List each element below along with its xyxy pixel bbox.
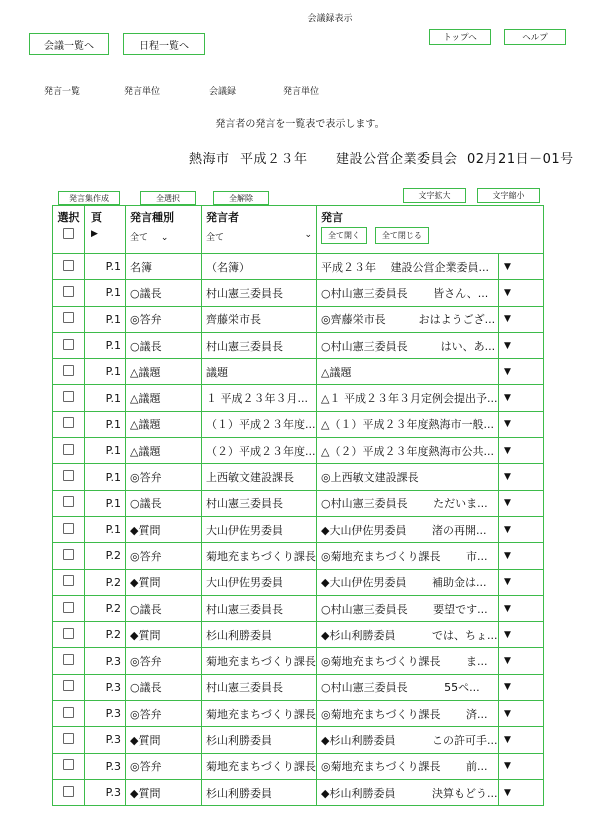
row-speech-kind: ◎答弁 bbox=[126, 464, 202, 490]
row-speech-excerpt[interactable]: △（２）平成２３年度熱海市公共... bbox=[317, 438, 499, 464]
row-select-cell bbox=[53, 359, 85, 385]
row-speaker: １ 平成２３年３月... bbox=[202, 385, 317, 411]
kind-filter-select[interactable] bbox=[130, 230, 201, 243]
row-select-cell bbox=[53, 727, 85, 753]
chevron-down-icon: ⌄ bbox=[160, 233, 169, 243]
row-checkbox[interactable] bbox=[63, 260, 74, 271]
row-select-cell bbox=[53, 569, 85, 595]
page-header-label: 頁 bbox=[91, 211, 102, 224]
table-row bbox=[53, 254, 544, 280]
row-page: P.3 bbox=[85, 648, 126, 674]
row-speaker: 杉山利勝委員 bbox=[202, 727, 317, 753]
row-speech-excerpt[interactable]: ○村山憲三委員長 はい、あ... bbox=[317, 332, 499, 358]
row-speaker: 菊地充まちづくり課長 bbox=[202, 701, 317, 727]
chevron-down-icon: ⌄ bbox=[304, 230, 312, 240]
row-page: P.2 bbox=[85, 569, 126, 595]
row-checkbox[interactable] bbox=[63, 759, 74, 770]
row-speech-excerpt[interactable]: △１ 平成２３年３月定例会提出予... bbox=[317, 385, 499, 411]
expand-icon[interactable]: ▼ bbox=[499, 727, 544, 753]
row-speaker: 菊地充まちづくり課長 bbox=[202, 753, 317, 779]
speech-header-label: 発言 bbox=[321, 211, 343, 224]
row-checkbox[interactable] bbox=[63, 523, 74, 534]
row-checkbox[interactable] bbox=[63, 549, 74, 560]
expand-icon[interactable]: ▼ bbox=[499, 622, 544, 648]
row-speech-kind: ◆質問 bbox=[126, 569, 202, 595]
row-speech-kind: ◎答弁 bbox=[126, 701, 202, 727]
expand-icon[interactable]: ▼ bbox=[499, 438, 544, 464]
table-row bbox=[53, 306, 544, 332]
speaker-filter-value: 全て bbox=[206, 233, 225, 243]
expand-icon[interactable]: ▼ bbox=[499, 516, 544, 542]
speech-table bbox=[52, 205, 544, 806]
row-checkbox[interactable] bbox=[63, 496, 74, 507]
expand-icon[interactable]: ▼ bbox=[499, 753, 544, 779]
font-shrink-button[interactable]: 文字縮小 bbox=[477, 188, 540, 203]
row-checkbox[interactable] bbox=[63, 786, 74, 797]
row-page: P.1 bbox=[85, 306, 126, 332]
row-page: P.1 bbox=[85, 490, 126, 516]
row-speech-excerpt[interactable]: 平成２３年 建設公営企業委員... bbox=[317, 254, 499, 280]
row-page: P.2 bbox=[85, 543, 126, 569]
row-page: P.1 bbox=[85, 359, 126, 385]
row-select-cell bbox=[53, 411, 85, 437]
row-speech-kind: ◆質問 bbox=[126, 516, 202, 542]
row-page: P.3 bbox=[85, 701, 126, 727]
expand-icon[interactable]: ▼ bbox=[499, 464, 544, 490]
open-all-button[interactable]: 全て開く bbox=[321, 227, 367, 244]
row-speech-kind: ◎答弁 bbox=[126, 648, 202, 674]
row-speech-excerpt[interactable]: ○村山憲三委員長 55ペ... bbox=[317, 674, 499, 700]
row-speech-excerpt[interactable]: ○村山憲三委員長 要望です... bbox=[317, 595, 499, 621]
speaker-header-label: 発言者 bbox=[206, 211, 239, 224]
row-checkbox[interactable] bbox=[63, 628, 74, 639]
table-row bbox=[53, 332, 544, 358]
meeting-year: 平成２３年 bbox=[240, 152, 308, 167]
row-select-cell bbox=[53, 385, 85, 411]
row-page: P.1 bbox=[85, 438, 126, 464]
row-speech-kind: ○議長 bbox=[126, 490, 202, 516]
row-speaker: 村山憲三委員長 bbox=[202, 490, 317, 516]
nav-speech-list[interactable]: 発言一覧 bbox=[44, 87, 81, 97]
row-select-cell bbox=[53, 701, 85, 727]
row-select-cell bbox=[53, 490, 85, 516]
row-speech-excerpt[interactable]: ◎菊地充まちづくり課長 済... bbox=[317, 701, 499, 727]
table-row bbox=[53, 674, 544, 700]
row-checkbox[interactable] bbox=[63, 444, 74, 455]
row-speech-excerpt[interactable]: △議題 bbox=[317, 359, 499, 385]
row-select-cell bbox=[53, 753, 85, 779]
meeting-list-button[interactable]: 会議一覧へ bbox=[29, 33, 109, 55]
row-checkbox[interactable] bbox=[63, 680, 74, 691]
row-checkbox[interactable] bbox=[63, 602, 74, 613]
row-speaker: （名簿） bbox=[202, 254, 317, 280]
expand-icon[interactable]: ▼ bbox=[499, 280, 544, 306]
row-select-cell bbox=[53, 622, 85, 648]
row-select-cell bbox=[53, 306, 85, 332]
row-page: P.2 bbox=[85, 622, 126, 648]
row-speech-excerpt[interactable]: ◆杉山利勝委員 決算もどう... bbox=[317, 779, 499, 805]
expand-icon[interactable]: ▼ bbox=[499, 359, 544, 385]
kind-column-header bbox=[126, 206, 202, 254]
row-checkbox[interactable] bbox=[63, 312, 74, 323]
table-row bbox=[53, 727, 544, 753]
row-speech-kind: 名簿 bbox=[126, 254, 202, 280]
table-row bbox=[53, 569, 544, 595]
meeting-committee: 建設公営企業委員会 bbox=[336, 152, 458, 167]
row-page: P.1 bbox=[85, 254, 126, 280]
create-speech-collection-button[interactable]: 発言集作成 bbox=[58, 191, 120, 205]
row-select-cell bbox=[53, 595, 85, 621]
select-all-checkbox[interactable] bbox=[63, 228, 74, 239]
row-select-cell bbox=[53, 674, 85, 700]
page-column-header bbox=[85, 206, 126, 254]
kind-filter-value: 全て bbox=[130, 233, 149, 243]
table-row bbox=[53, 648, 544, 674]
row-speaker: 村山憲三委員長 bbox=[202, 280, 317, 306]
row-page: P.3 bbox=[85, 779, 126, 805]
expand-icon[interactable]: ▼ bbox=[499, 569, 544, 595]
table-row bbox=[53, 385, 544, 411]
row-checkbox[interactable] bbox=[63, 733, 74, 744]
expand-icon[interactable]: ▼ bbox=[499, 411, 544, 437]
row-speaker: （２）平成２３年度... bbox=[202, 438, 317, 464]
row-speech-kind: ◎答弁 bbox=[126, 306, 202, 332]
deselect-all-button[interactable]: 全解除 bbox=[213, 191, 269, 205]
page-sort-icon[interactable]: ▶ bbox=[91, 229, 98, 239]
expand-icon[interactable]: ▼ bbox=[499, 595, 544, 621]
row-page: P.1 bbox=[85, 516, 126, 542]
row-speech-excerpt[interactable]: ◆杉山利勝委員 この許可手... bbox=[317, 727, 499, 753]
row-speech-kind: △議題 bbox=[126, 438, 202, 464]
expand-icon[interactable]: ▼ bbox=[499, 674, 544, 700]
row-checkbox[interactable] bbox=[63, 365, 74, 376]
row-speech-kind: ◎答弁 bbox=[126, 753, 202, 779]
row-speaker: 齊藤栄市長 bbox=[202, 306, 317, 332]
kind-header-label: 発言種別 bbox=[130, 211, 174, 224]
row-page: P.1 bbox=[85, 332, 126, 358]
row-page: P.1 bbox=[85, 385, 126, 411]
row-speech-kind: ◆質問 bbox=[126, 622, 202, 648]
table-row bbox=[53, 622, 544, 648]
page-description: 発言者の発言を一覧表で表示します。 bbox=[215, 119, 385, 130]
nav-speech-unit-2[interactable]: 発言単位 bbox=[283, 87, 320, 97]
row-page: P.1 bbox=[85, 464, 126, 490]
row-speaker: 村山憲三委員長 bbox=[202, 674, 317, 700]
row-select-cell bbox=[53, 648, 85, 674]
nav-speech-unit[interactable]: 発言単位 bbox=[124, 87, 161, 97]
row-speaker: 杉山利勝委員 bbox=[202, 779, 317, 805]
row-speaker: （１）平成２３年度... bbox=[202, 411, 317, 437]
row-speech-kind: △議題 bbox=[126, 411, 202, 437]
row-select-cell bbox=[53, 280, 85, 306]
top-button[interactable]: トップへ bbox=[429, 29, 491, 45]
row-checkbox[interactable] bbox=[63, 417, 74, 428]
row-checkbox[interactable] bbox=[63, 391, 74, 402]
speaker-filter-select[interactable] bbox=[206, 230, 316, 243]
row-speech-kind: ◆質問 bbox=[126, 727, 202, 753]
row-checkbox[interactable] bbox=[63, 470, 74, 481]
expand-icon[interactable]: ▼ bbox=[499, 306, 544, 332]
row-speech-excerpt[interactable]: ◆大山伊佐男委員 補助金は... bbox=[317, 569, 499, 595]
row-page: P.3 bbox=[85, 674, 126, 700]
row-speaker: 大山伊佐男委員 bbox=[202, 516, 317, 542]
row-select-cell bbox=[53, 254, 85, 280]
meeting-city: 熱海市 bbox=[189, 152, 230, 167]
row-speech-kind: △議題 bbox=[126, 385, 202, 411]
meeting-date-number: 02月21日－01号 bbox=[467, 152, 574, 167]
row-speech-excerpt[interactable]: ◎菊地充まちづくり課長 ま... bbox=[317, 648, 499, 674]
row-speaker: 議題 bbox=[202, 359, 317, 385]
speaker-column-header bbox=[202, 206, 317, 254]
row-speech-kind: ○議長 bbox=[126, 674, 202, 700]
row-speech-kind: ○議長 bbox=[126, 595, 202, 621]
select-column-header bbox=[53, 206, 85, 254]
expand-icon[interactable]: ▼ bbox=[499, 385, 544, 411]
row-speech-kind: ○議長 bbox=[126, 332, 202, 358]
select-all-button[interactable]: 全選択 bbox=[140, 191, 196, 205]
row-page: P.3 bbox=[85, 753, 126, 779]
help-button[interactable]: ヘルプ bbox=[504, 29, 566, 45]
row-speech-excerpt[interactable]: ◎齊藤栄市長 おはようござ... bbox=[317, 306, 499, 332]
row-select-cell bbox=[53, 332, 85, 358]
row-speech-kind: ◆質問 bbox=[126, 779, 202, 805]
table-row bbox=[53, 753, 544, 779]
row-checkbox[interactable] bbox=[63, 707, 74, 718]
table-row bbox=[53, 595, 544, 621]
row-speech-kind: ○議長 bbox=[126, 280, 202, 306]
table-row bbox=[53, 280, 544, 306]
table-row bbox=[53, 438, 544, 464]
row-page: P.2 bbox=[85, 595, 126, 621]
select-header-label: 選択 bbox=[57, 211, 80, 224]
speech-column-header bbox=[317, 206, 544, 254]
row-select-cell bbox=[53, 438, 85, 464]
row-select-cell bbox=[53, 779, 85, 805]
row-checkbox[interactable] bbox=[63, 575, 74, 586]
close-all-button[interactable]: 全て閉じる bbox=[375, 227, 429, 244]
page-header-title: 会議録表示 bbox=[307, 14, 353, 24]
table-row bbox=[53, 516, 544, 542]
row-speaker: 村山憲三委員長 bbox=[202, 332, 317, 358]
expand-icon[interactable]: ▼ bbox=[499, 332, 544, 358]
row-select-cell bbox=[53, 516, 85, 542]
expand-icon[interactable]: ▼ bbox=[499, 648, 544, 674]
row-speaker: 村山憲三委員長 bbox=[202, 595, 317, 621]
table-row bbox=[53, 701, 544, 727]
row-select-cell bbox=[53, 464, 85, 490]
row-speech-kind: △議題 bbox=[126, 359, 202, 385]
expand-icon[interactable]: ▼ bbox=[499, 490, 544, 516]
row-speech-excerpt[interactable]: ◎上西敏文建設課長 bbox=[317, 464, 499, 490]
row-checkbox[interactable] bbox=[63, 286, 74, 297]
row-speaker: 菊地充まちづくり課長 bbox=[202, 648, 317, 674]
table-row bbox=[53, 779, 544, 805]
row-speech-excerpt[interactable]: ○村山憲三委員長 ただいま... bbox=[317, 490, 499, 516]
row-page: P.1 bbox=[85, 411, 126, 437]
row-speech-excerpt[interactable]: △（１）平成２３年度熱海市一般... bbox=[317, 411, 499, 437]
row-checkbox[interactable] bbox=[63, 339, 74, 350]
row-speech-kind: ◎答弁 bbox=[126, 543, 202, 569]
row-speaker: 大山伊佐男委員 bbox=[202, 569, 317, 595]
expand-icon[interactable]: ▼ bbox=[499, 701, 544, 727]
row-page: P.3 bbox=[85, 727, 126, 753]
table-row bbox=[53, 411, 544, 437]
row-checkbox[interactable] bbox=[63, 654, 74, 665]
row-select-cell bbox=[53, 543, 85, 569]
row-page: P.1 bbox=[85, 280, 126, 306]
nav-minutes[interactable]: 会議録 bbox=[209, 87, 237, 97]
row-speech-excerpt[interactable]: ○村山憲三委員長 皆さん、... bbox=[317, 280, 499, 306]
row-speaker: 杉山利勝委員 bbox=[202, 622, 317, 648]
expand-icon[interactable]: ▼ bbox=[499, 254, 544, 280]
row-speaker: 上西敏文建設課長 bbox=[202, 464, 317, 490]
row-speech-excerpt[interactable]: ◎菊地充まちづくり課長 前... bbox=[317, 753, 499, 779]
row-speech-excerpt[interactable]: ◆大山伊佐男委員 渚の再開... bbox=[317, 516, 499, 542]
row-speaker: 菊地充まちづくり課長 bbox=[202, 543, 317, 569]
schedule-list-button[interactable]: 日程一覧へ bbox=[123, 33, 205, 55]
table-row bbox=[53, 543, 544, 569]
table-header-row bbox=[53, 206, 544, 254]
expand-icon[interactable]: ▼ bbox=[499, 543, 544, 569]
table-row bbox=[53, 359, 544, 385]
expand-icon[interactable]: ▼ bbox=[499, 779, 544, 805]
table-row bbox=[53, 464, 544, 490]
table-row bbox=[53, 490, 544, 516]
row-speech-excerpt[interactable]: ◎菊地充まちづくり課長 市... bbox=[317, 543, 499, 569]
font-enlarge-button[interactable]: 文字拡大 bbox=[403, 188, 466, 203]
row-speech-excerpt[interactable]: ◆杉山利勝委員 では、ちょ... bbox=[317, 622, 499, 648]
